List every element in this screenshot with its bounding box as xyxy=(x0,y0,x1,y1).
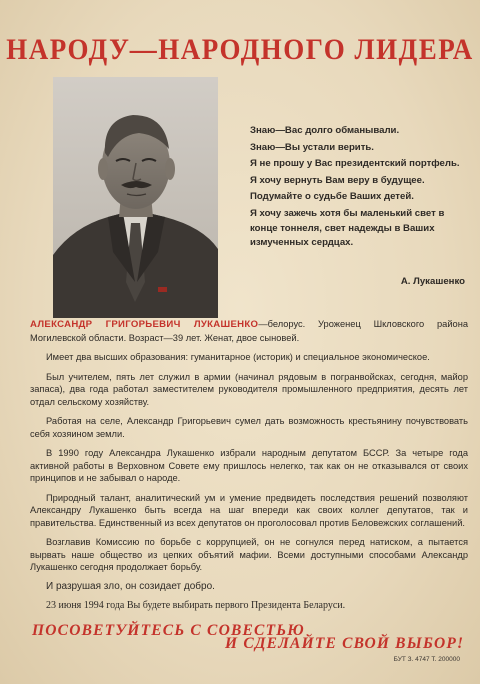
bio-paragraph: В 1990 году Александра Лукашенко избрали народным депутатом БССР. За четыре года активной работы в Верховном Совете ему пришлось нелегко, так как он не отказывался от своих принципов и не забывал о народе. xyxy=(30,448,468,483)
quote-line: Я хочу зажечь хотя бы маленький свет в конце тоннеля, свет надежды в Ваших измученных сердцах. xyxy=(250,207,445,249)
print-run-code: БУТ З. 4747 Т. 200000 xyxy=(393,656,460,663)
candidate-quote xyxy=(250,124,472,253)
quote-line: Подумайте о судьбе Ваших детей. xyxy=(250,191,414,203)
quote-line: Знаю—Вас долго обманывали. xyxy=(250,125,400,136)
portrait-photo-icon xyxy=(53,77,218,318)
election-date-line: 23 июня 1994 года Вы будете выбирать первого Президента Беларуси. xyxy=(46,600,346,611)
bio-paragraph: Имеет два высших образования: гуманитарное (историк) и специальное экономическое. xyxy=(46,352,430,362)
bio-paragraph: Был учителем, пять лет служил в армии (начинал рядовым в погранвойсках, сегодня, майор запаса), два года работал заместителем руководителя промышленного предприятия, десять лет отдал сельскому хозяйству. xyxy=(30,371,468,407)
poster-headline: НАРОДУ—НАРОДНОГО ЛИДЕРА xyxy=(6,32,474,66)
quote-signature: А. Лукашенко xyxy=(400,276,465,287)
bio-intro: —белорус. Уроженец Шкловского района Могилевской области. Возраст—39 лет. Женат, двое сыновей. xyxy=(30,319,468,343)
biography xyxy=(30,318,468,620)
call-to-action-line-1: ПОСОВЕТУЙТЕСЬ С СОВЕСТЬЮ xyxy=(32,622,305,639)
quote-line: Я хочу вернуть Вам веру в будущее. xyxy=(250,174,425,186)
candidate-name: АЛЕКСАНДР ГРИГОРЬЕВИЧ ЛУКАШЕНКО xyxy=(30,319,259,330)
bio-paragraph: Работая на селе, Александр Григорьевич сумел дать возможность крестьянину почувствовать себя хозяином земли. xyxy=(30,416,468,439)
quote-line: Знаю—Вы устали верить. xyxy=(250,141,374,153)
bio-paragraph: Возглавив Комиссию по борьбе с коррупцией, он не согнулся перед натиском, а пытается вырвать наше общество из цепких объятий мафии. Всеми доступными способами Александр Лукашенко сегодня продолжает борьбу. xyxy=(30,537,468,572)
quote-line: Я не прошу у Вас президентский портфель. xyxy=(250,158,460,170)
bio-paragraph: Природный талант, аналитический ум и умение предвидеть последствия решений позволяют Александру Лукашенко быть всегда на шаг впереди как своих коллег депутатов, так и правительства. Единственный из всех депутатов он проголосовал против Беловежских соглашений. xyxy=(30,492,468,528)
call-to-action-line-2: И СДЕЛАЙТЕ СВОЙ ВЫБОР! xyxy=(225,635,465,652)
bio-closing: И разрушая зло, он созидает добро. xyxy=(46,580,215,592)
candidate-portrait xyxy=(53,77,218,318)
bio-intro-paragraph xyxy=(30,318,468,344)
